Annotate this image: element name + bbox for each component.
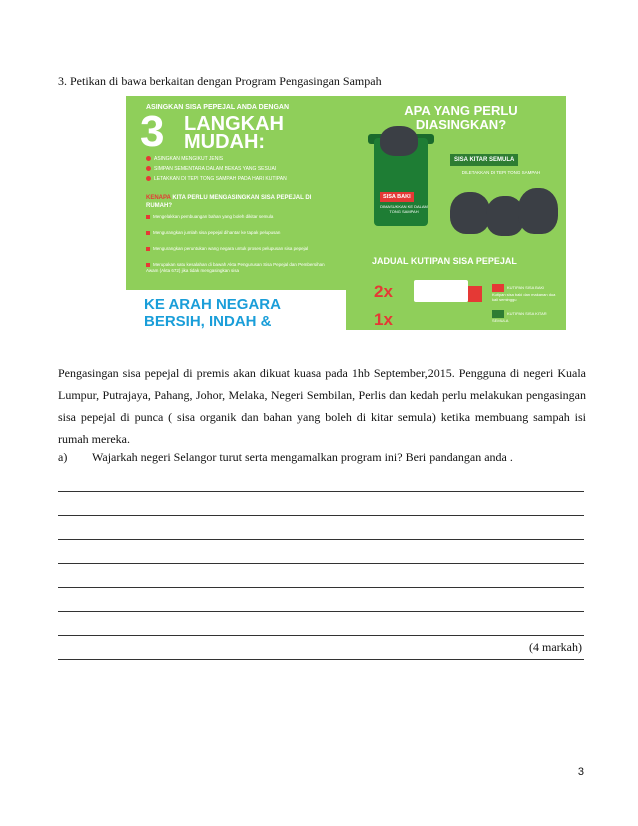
step-bullet-icon (146, 176, 151, 181)
poster-slogan: KE ARAH NEGARA BERSIH, INDAH & (144, 296, 281, 330)
poster-reason: Mengelakkan pembuangan bahan yang boleh dikitar semula (146, 214, 326, 220)
schedule-count: 1x (374, 310, 393, 329)
schedule-count: 2x (374, 282, 393, 301)
answer-line[interactable] (58, 540, 584, 564)
poster-header: ASINGKAN SISA PEPEJAL ANDA DENGAN (146, 104, 290, 111)
poster-step: LETAKKAN DI TEPI TONG SAMPAH PADA HARI KUTIPAN (146, 176, 287, 182)
truck-cab-icon (468, 286, 482, 302)
sisa-kitar-label: SISA KITAR SEMULA (450, 154, 518, 166)
schedule-item: KUTIPAN SISA KITAR SEMULA (492, 311, 547, 323)
sisa-baki-note: DIMASUKKAN KE DALAM TONG SAMPAH (380, 204, 428, 214)
reason-bullet-icon (146, 231, 150, 235)
question-text: Wajarkah negeri Selangor turut serta mengamalkan program ini? Beri pandangan anda . (92, 450, 513, 464)
poster-title-line2: MUDAH: (184, 131, 266, 153)
garbage-bag-icon (380, 126, 418, 156)
reason-bullet-icon (146, 263, 150, 267)
reason-bullet-icon (146, 247, 150, 251)
step-bullet-icon (146, 166, 151, 171)
poster-reason: Mengurangkan jumlah sisa pepejal dihantar ke tapak pelupusan (146, 230, 326, 236)
schedule-title: JADUAL KUTIPAN SISA PEPEJAL (372, 256, 517, 266)
sisa-baki-label: SISA BAKI (380, 192, 414, 202)
poster-reason: Mengurangkan peruntukan wang negara untuk proses pelupusan sisa pepejal (146, 246, 326, 252)
recycle-bag-icon (518, 188, 558, 234)
question-label: a) (58, 450, 68, 464)
answer-line[interactable] (58, 492, 584, 516)
question-a (58, 450, 586, 465)
poster-reason: Merupakan satu kesalahan di bawah Akta Pengurusan Sisa Pepejal dan Pembersihan Awam (Akta 672) jika tidak mengasingkan sisa (146, 262, 325, 273)
answer-line[interactable] (58, 612, 584, 636)
poster-step: SIMPAN SEMENTARA DALAM BEKAS YANG SESUAI (146, 166, 276, 172)
sisa-kitar-note: DILETAKKAN DI TEPI TONG SAMPAH (461, 170, 541, 175)
marks-label: (4 markah) (529, 640, 582, 654)
answer-line[interactable] (58, 636, 584, 660)
poster-right-panel (346, 96, 566, 330)
answer-line[interactable] (58, 468, 584, 492)
schedule-color-icon (492, 310, 504, 318)
garbage-truck-icon (414, 280, 468, 302)
passage-paragraph: Pengasingan sisa pepejal di premis akan dikuat kuasa pada 1hb September,2015. Pengguna di negeri Kuala Lumpur, Putrajaya, Pahang, Johor, Melaka, Negeri Sembilan, Perlis dan kedah perlu melakukan pengasingan sisa pepejal di punca ( sisa organik dan bahan yang boleh di kitar semula) ketika membuang sampah isi rumah mereka. (58, 366, 586, 446)
poster-image (126, 96, 566, 330)
answer-lines[interactable] (58, 468, 584, 660)
answer-line[interactable] (58, 516, 584, 540)
poster-title-line1: LANGKAH (184, 113, 284, 135)
answer-line[interactable] (58, 588, 584, 612)
poster-big-number: 3 (140, 107, 165, 156)
page-number: 3 (577, 766, 584, 778)
poster-left-panel (126, 96, 346, 330)
schedule-item: KUTIPAN SISA BAKI Kutipan sisa baki dan makanan dua kali seminggu (492, 285, 556, 302)
recycle-bag-icon (450, 192, 490, 234)
poster-why-heading: KENAPA KITA PERLU MENGASINGKAN SISA PEPEJAL DI RUMAH? (146, 195, 312, 209)
reason-bullet-icon (146, 215, 150, 219)
poster-step: ASINGKAN MENGIKUT JENIS (146, 156, 223, 162)
poster-right-title: APA YANG PERLU DIASINGKAN? (404, 103, 518, 132)
schedule-color-icon (492, 284, 504, 292)
answer-line[interactable] (58, 564, 584, 588)
question-heading: 3. Petikan di bawa berkaitan dengan Program Pengasingan Sampah (58, 74, 382, 88)
step-bullet-icon (146, 156, 151, 161)
